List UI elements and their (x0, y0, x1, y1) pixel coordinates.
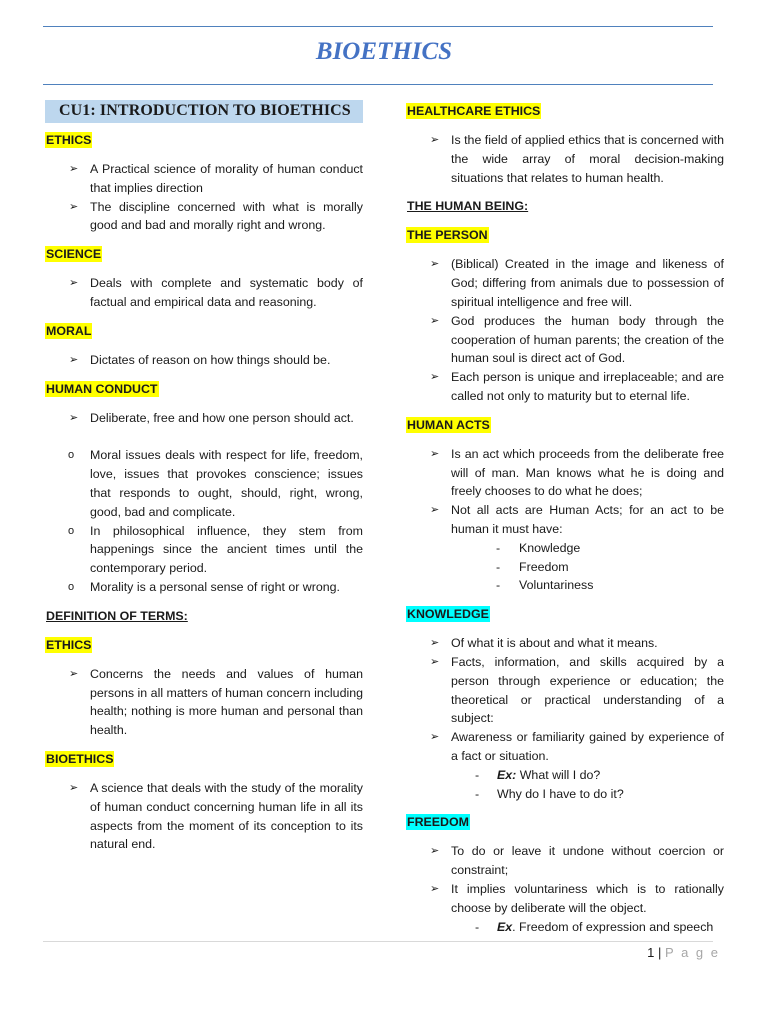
heading-human-acts: HUMAN ACTS (407, 417, 490, 432)
list-item: ➢ God produces the human body through the cooperation of human parents; the creation of the human soul is direct act of God. (430, 313, 724, 366)
human-conduct-list (45, 409, 363, 428)
list-item: ➢ Deals with complete and systematic body of factual and empirical data and reasoning. (69, 276, 363, 309)
heading-human-being: THE HUMAN BEING: (407, 199, 529, 214)
list-item: ➢ Dictates of reason on how things should be. (69, 352, 331, 367)
freedom-examples (406, 918, 724, 937)
list-item: ➢ The discipline concerned with what is morally good and bad and morally right and wrong. (69, 199, 363, 233)
list-item: - Knowledge (496, 540, 581, 555)
list-item: ➢ (Biblical) Created in the image and likeness of God; differing from animals due to possession of spiritual intelligence and free will. (430, 257, 724, 309)
moral-list (45, 351, 363, 370)
heading-the-person: THE PERSON (407, 228, 488, 243)
top-rule (43, 26, 713, 27)
list-item: - Ex. Freedom of expression and speech (475, 919, 714, 934)
list-item: o Morality is a personal sense of right or wrong. (68, 579, 340, 594)
science-list (45, 274, 363, 312)
knowledge-list (406, 634, 724, 766)
page-separator: | (658, 945, 662, 960)
heading-healthcare-ethics: HEALTHCARE ETHICS (407, 104, 541, 118)
bioethics-list (45, 779, 363, 854)
human-conduct-sublist (45, 446, 363, 596)
list-item: ➢ Is the field of applied ethics that is concerned with the wide array of moral decision-making situations that relates to human health. (430, 133, 724, 185)
knowledge-examples (406, 766, 724, 804)
heading-science: SCIENCE (46, 247, 102, 262)
list-item: - Why do I have to do it? (475, 786, 624, 801)
title-rule (43, 84, 713, 85)
list-item: ➢ It implies voluntariness which is to rationally choose by deliberate will the object. (430, 881, 724, 915)
page-title: BIOETHICS (315, 38, 453, 65)
list-item: ➢ To do or leave it undone without coercion or constraint; (430, 844, 724, 878)
heading-bioethics: BIOETHICS (46, 751, 114, 766)
list-item: - Ex: What will I do? (475, 767, 601, 782)
section-title: CU1: INTRODUCTION TO BIOETHICS (45, 100, 363, 123)
list-item: o Moral issues deals with respect for life, freedom, love, issues that provokes conscience; issues that responds to ought, should, right, wrong, good, bad and complicate. (68, 448, 363, 519)
list-item: o In philosophical influence, they stem from happenings since the ancient times until the contemporary period. (68, 523, 363, 576)
list-item: ➢ Each person is unique and irreplaceable; and are called not only to maturity but to eternal life. (430, 370, 724, 403)
page-label: P a g e (665, 945, 720, 960)
human-acts-list (406, 445, 724, 539)
heading-ethics-definition: ETHICS (46, 637, 92, 652)
freedom-list (406, 842, 724, 917)
heading-definition-of-terms: DEFINITION OF TERMS: (46, 608, 188, 623)
left-column (45, 100, 363, 854)
page-footer (647, 945, 720, 960)
list-item: ➢ Concerns the needs and values of human persons in all matters of human concern including health; nothing is more human and personal than health. (69, 666, 363, 738)
heading-knowledge: KNOWLEDGE (407, 607, 489, 622)
footer-rule (43, 941, 713, 942)
list-item: ➢ A science that deals with the study of the morality of human conduct concerning human life in all its aspects from the moment of its conception to its natural end. (69, 780, 363, 852)
list-item: ➢ Awareness or familiarity gained by experience of a fact or situation. (430, 730, 724, 763)
list-item: - Voluntariness (496, 578, 594, 593)
page-number: 1 (647, 945, 655, 960)
heading-freedom: FREEDOM (407, 815, 469, 830)
ethics-list (45, 160, 363, 235)
list-item: ➢ Facts, information, and skills acquired by a person through experience or education; the theoretical or practical understanding of a subject: (430, 654, 724, 726)
heading-moral: MORAL (46, 323, 92, 338)
list-item: ➢ Of what it is about and what it means. (430, 636, 658, 651)
list-item: ➢ Not all acts are Human Acts; for an act to be human it must have: (430, 503, 724, 536)
list-item: ➢ Deliberate, free and how one person should act. (69, 410, 354, 425)
list-item: ➢ A Practical science of morality of human conduct that implies direction (69, 162, 363, 195)
heading-ethics: ETHICS (46, 133, 92, 147)
human-acts-requirements (406, 539, 724, 595)
right-column (406, 102, 724, 936)
heading-human-conduct: HUMAN CONDUCT (46, 381, 158, 396)
person-list (406, 255, 724, 405)
healthcare-list (406, 131, 724, 187)
ethics-definition-list (45, 665, 363, 740)
list-item: ➢ Is an act which proceeds from the deliberate free will of man. Man knows what he is doing and freely chooses to do what he does; (430, 446, 724, 499)
list-item: - Freedom (496, 559, 569, 574)
